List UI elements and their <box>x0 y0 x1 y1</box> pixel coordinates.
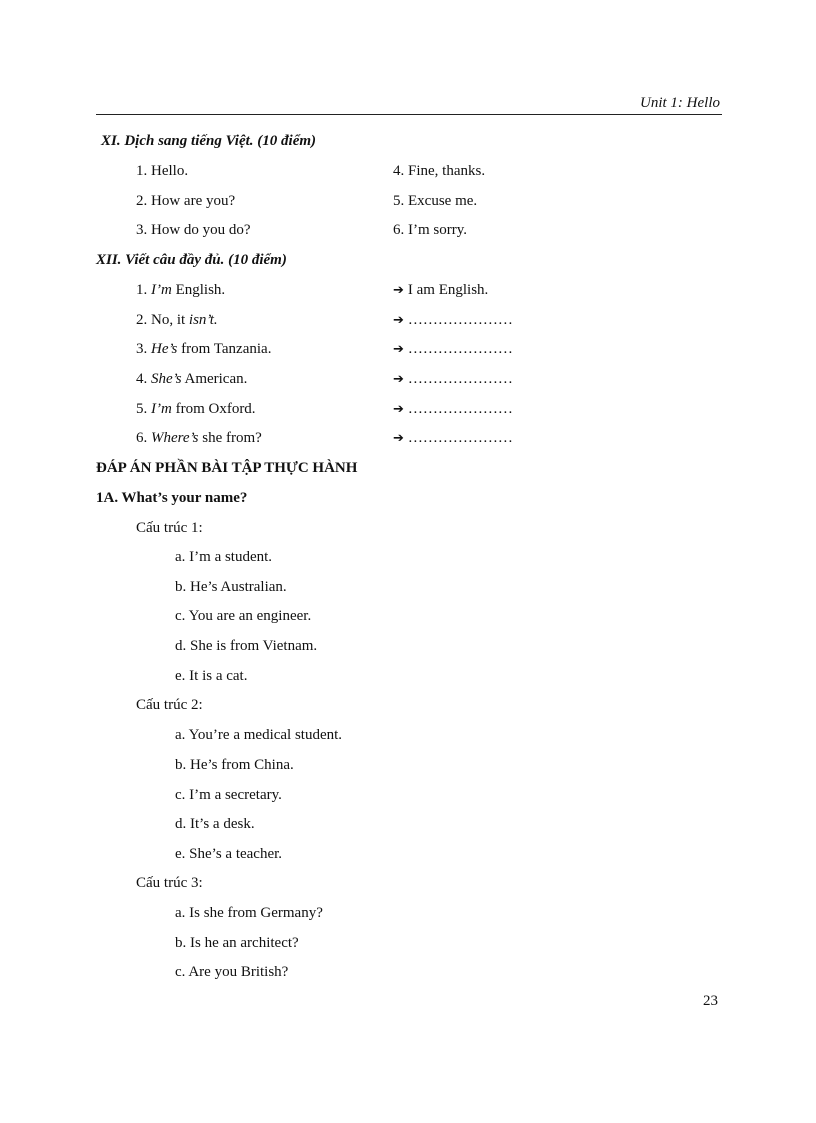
page-header <box>96 94 722 115</box>
question-number: 4. <box>136 371 148 387</box>
s12-question-2 <box>136 311 218 329</box>
s11-item-1: 1. Hello. <box>136 163 189 179</box>
question-contraction: She’s <box>151 371 182 387</box>
structure-2-item: a. You’re a medical student. <box>175 727 343 743</box>
s12-answer-6 <box>393 429 513 448</box>
question-number: 5. <box>136 401 148 417</box>
s12-answer-3 <box>393 340 513 359</box>
structure-1-item: c. You are an engineer. <box>175 608 312 624</box>
answer-blank: ………………… <box>407 312 513 328</box>
header-title: Unit 1: Hello <box>640 95 720 111</box>
structure-2-item: e. She’s a teacher. <box>175 846 283 862</box>
arrow-right-icon: ➔ <box>393 431 404 446</box>
s11-item-5: 5. Excuse me. <box>393 193 478 209</box>
question-number: 3. <box>136 341 148 357</box>
question-number: 2. <box>136 312 148 328</box>
answer-blank: ………………… <box>407 430 513 446</box>
answer-blank: ………………… <box>407 371 513 387</box>
answer-blank: ………………… <box>407 341 513 357</box>
arrow-right-icon: ➔ <box>393 372 404 387</box>
section-12-heading: XII. Viết câu đầy đủ. (10 điểm) <box>96 252 287 268</box>
s11-item-6: 6. I’m sorry. <box>393 222 468 238</box>
structure-1-label: Cấu trúc 1: <box>136 520 203 536</box>
s12-answer-2 <box>393 311 513 330</box>
arrow-right-icon: ➔ <box>393 402 404 417</box>
structure-2-label: Cấu trúc 2: <box>136 697 203 713</box>
answers-heading: ĐÁP ÁN PHẦN BÀI TẬP THỰC HÀNH <box>96 460 358 476</box>
s12-answer-5 <box>393 400 513 419</box>
s12-question-6 <box>136 429 262 447</box>
structure-1-item: b. He’s Australian. <box>175 579 287 595</box>
question-text: English. <box>171 282 226 298</box>
s12-question-5 <box>136 400 256 418</box>
s12-answer-1 <box>393 281 488 300</box>
s11-item-4: 4. Fine, thanks. <box>393 163 486 179</box>
question-contraction: He’s <box>151 341 178 357</box>
s12-answer-4 <box>393 370 513 389</box>
answer-text: I am English. <box>407 282 489 298</box>
s11-item-2: 2. How are you? <box>136 193 236 209</box>
arrow-right-icon: ➔ <box>393 313 404 328</box>
question-contraction: I’m <box>151 401 172 417</box>
s12-question-3 <box>136 340 271 358</box>
question-contraction: isn’t. <box>188 312 218 328</box>
structure-1-item: a. I’m a student. <box>175 549 273 565</box>
structure-3-item: b. Is he an architect? <box>175 935 299 951</box>
structure-2-item: b. He’s from China. <box>175 757 294 773</box>
question-number: 1. <box>136 282 148 298</box>
question-contraction: Where’s <box>151 430 199 446</box>
question-text: American. <box>181 371 248 387</box>
answer-blank: ………………… <box>407 401 513 417</box>
structure-3-item: c. Are you British? <box>175 964 289 980</box>
s12-question-1 <box>136 281 225 299</box>
question-text: she from? <box>198 430 262 446</box>
structure-3-label: Cấu trúc 3: <box>136 875 203 891</box>
question-number: 6. <box>136 430 148 446</box>
question-contraction: I’m <box>151 282 172 298</box>
question-text: from Oxford. <box>171 401 256 417</box>
structure-3-item: a. Is she from Germany? <box>175 905 323 921</box>
question-text: from Tanzania. <box>177 341 272 357</box>
question-text: No, it <box>151 312 189 328</box>
arrow-right-icon: ➔ <box>393 342 404 357</box>
s11-item-3: 3. How do you do? <box>136 222 251 238</box>
answers-subheading: 1A. What’s your name? <box>96 490 248 506</box>
structure-1-item: e. It is a cat. <box>175 668 248 684</box>
arrow-right-icon: ➔ <box>393 283 404 298</box>
section-11-heading: XI. Dịch sang tiếng Việt. (10 điểm) <box>101 133 317 149</box>
structure-2-item: d. It’s a desk. <box>175 816 255 832</box>
page-number: 23 <box>703 993 718 1009</box>
s12-question-4 <box>136 370 247 388</box>
structure-1-item: d. She is from Vietnam. <box>175 638 318 654</box>
structure-2-item: c. I’m a secretary. <box>175 787 282 803</box>
